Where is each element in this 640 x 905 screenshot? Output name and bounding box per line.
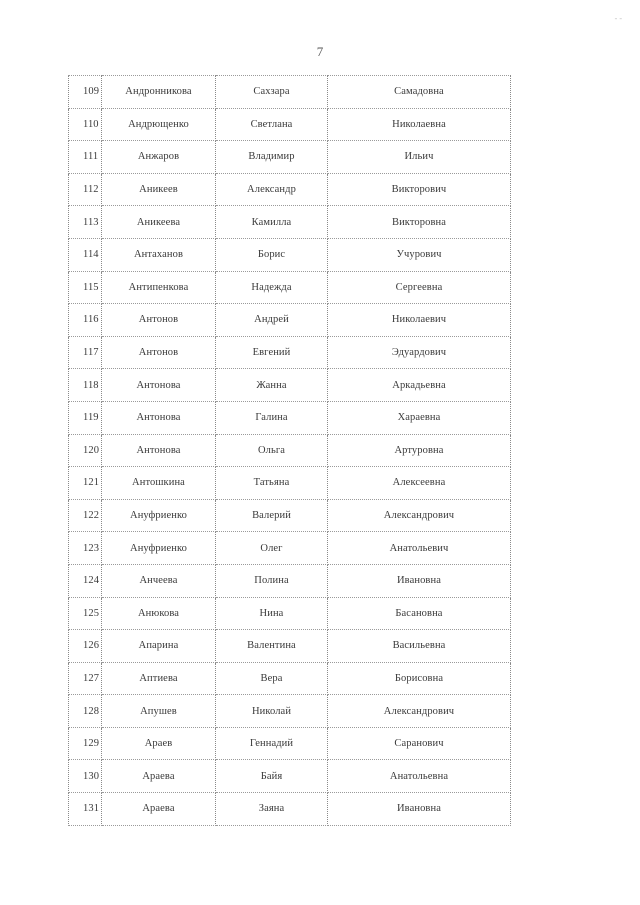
first-name-cell: Галина — [216, 401, 328, 434]
last-name-cell: Антаханов — [102, 238, 216, 271]
row-number-cell: 127 — [69, 662, 102, 695]
table-row — [69, 238, 511, 271]
last-name-cell: Ануфриенко — [102, 532, 216, 565]
first-name-cell: Байя — [216, 760, 328, 793]
patronymic-cell: Хараевна — [328, 401, 511, 434]
row-number-cell: 111 — [69, 141, 102, 174]
last-name-cell: Ануфриенко — [102, 499, 216, 532]
table-row — [69, 499, 511, 532]
row-number-cell: 119 — [69, 401, 102, 434]
row-number-cell: 114 — [69, 238, 102, 271]
table-row — [69, 108, 511, 141]
first-name-cell: Геннадий — [216, 727, 328, 760]
last-name-cell: Аникеев — [102, 173, 216, 206]
patronymic-cell: Артуровна — [328, 434, 511, 467]
last-name-cell: Антонова — [102, 401, 216, 434]
row-number-cell: 128 — [69, 695, 102, 728]
first-name-cell: Жанна — [216, 369, 328, 402]
last-name-cell: Араева — [102, 760, 216, 793]
first-name-cell: Надежда — [216, 271, 328, 304]
table-row — [69, 369, 511, 402]
first-name-cell: Евгений — [216, 336, 328, 369]
table-row — [69, 434, 511, 467]
row-number-cell: 130 — [69, 760, 102, 793]
first-name-cell: Вера — [216, 662, 328, 695]
row-number-cell: 115 — [69, 271, 102, 304]
first-name-cell: Нина — [216, 597, 328, 630]
row-number-cell: 124 — [69, 564, 102, 597]
row-number-cell: 120 — [69, 434, 102, 467]
patronymic-cell: Александрович — [328, 695, 511, 728]
last-name-cell: Антонов — [102, 336, 216, 369]
row-number-cell: 121 — [69, 467, 102, 500]
table-row — [69, 727, 511, 760]
table-row — [69, 76, 511, 109]
last-name-cell: Анюкова — [102, 597, 216, 630]
first-name-cell: Борис — [216, 238, 328, 271]
row-number-cell: 109 — [69, 76, 102, 109]
row-number-cell: 129 — [69, 727, 102, 760]
patronymic-cell: Викторовна — [328, 206, 511, 239]
row-number-cell: 112 — [69, 173, 102, 206]
row-number-cell: 131 — [69, 793, 102, 826]
last-name-cell: Аникеева — [102, 206, 216, 239]
row-number-cell: 123 — [69, 532, 102, 565]
patronymic-cell: Борисовна — [328, 662, 511, 695]
first-name-cell: Александр — [216, 173, 328, 206]
table-row — [69, 662, 511, 695]
patronymic-cell: Анатольевич — [328, 532, 511, 565]
row-number-cell: 118 — [69, 369, 102, 402]
last-name-cell: Андронникова — [102, 76, 216, 109]
table-row — [69, 630, 511, 663]
first-name-cell: Валентина — [216, 630, 328, 663]
table-row — [69, 695, 511, 728]
patronymic-cell: Басановна — [328, 597, 511, 630]
row-number-cell: 125 — [69, 597, 102, 630]
table-row — [69, 467, 511, 500]
first-name-cell: Николай — [216, 695, 328, 728]
table-row — [69, 532, 511, 565]
patronymic-cell: Николаевна — [328, 108, 511, 141]
patronymic-cell: Николаевич — [328, 304, 511, 337]
first-name-cell: Андрей — [216, 304, 328, 337]
last-name-cell: Анчеева — [102, 564, 216, 597]
last-name-cell: Антонова — [102, 434, 216, 467]
patronymic-cell: Алексеевна — [328, 467, 511, 500]
last-name-cell: Андрющенко — [102, 108, 216, 141]
table-row — [69, 304, 511, 337]
first-name-cell: Валерий — [216, 499, 328, 532]
table-row — [69, 597, 511, 630]
scan-artifact-mark: - - — [614, 14, 622, 23]
row-number-cell: 113 — [69, 206, 102, 239]
row-number-cell: 117 — [69, 336, 102, 369]
page-number: 7 — [316, 44, 324, 59]
patronymic-cell: Сергеевна — [328, 271, 511, 304]
patronymic-cell: Саранович — [328, 727, 511, 760]
first-name-cell: Ольга — [216, 434, 328, 467]
table-row — [69, 401, 511, 434]
last-name-cell: Анжаров — [102, 141, 216, 174]
row-number-cell: 126 — [69, 630, 102, 663]
patronymic-cell: Учурович — [328, 238, 511, 271]
table-row — [69, 760, 511, 793]
last-name-cell: Антипенкова — [102, 271, 216, 304]
last-name-cell: Антонов — [102, 304, 216, 337]
last-name-cell: Араева — [102, 793, 216, 826]
patronymic-cell: Самадовна — [328, 76, 511, 109]
first-name-cell: Камилла — [216, 206, 328, 239]
row-number-cell: 122 — [69, 499, 102, 532]
table-row — [69, 206, 511, 239]
patronymic-cell: Александрович — [328, 499, 511, 532]
patronymic-cell: Ивановна — [328, 793, 511, 826]
patronymic-cell: Эдуардович — [328, 336, 511, 369]
patronymic-cell: Анатольевна — [328, 760, 511, 793]
row-number-cell: 116 — [69, 304, 102, 337]
patronymic-cell: Аркадьевна — [328, 369, 511, 402]
table-row — [69, 271, 511, 304]
name-roster-table — [68, 75, 511, 826]
first-name-cell: Полина — [216, 564, 328, 597]
first-name-cell: Олег — [216, 532, 328, 565]
patronymic-cell: Васильевна — [328, 630, 511, 663]
table-row — [69, 336, 511, 369]
first-name-cell: Татьяна — [216, 467, 328, 500]
last-name-cell: Араев — [102, 727, 216, 760]
patronymic-cell: Ивановна — [328, 564, 511, 597]
last-name-cell: Апушев — [102, 695, 216, 728]
last-name-cell: Антошкина — [102, 467, 216, 500]
last-name-cell: Антонова — [102, 369, 216, 402]
patronymic-cell: Викторович — [328, 173, 511, 206]
last-name-cell: Аптиева — [102, 662, 216, 695]
roster-body — [69, 76, 511, 826]
table-row — [69, 141, 511, 174]
first-name-cell: Сахзара — [216, 76, 328, 109]
table-row — [69, 173, 511, 206]
table-row — [69, 793, 511, 826]
patronymic-cell: Ильич — [328, 141, 511, 174]
first-name-cell: Владимир — [216, 141, 328, 174]
table-row — [69, 564, 511, 597]
first-name-cell: Заяна — [216, 793, 328, 826]
first-name-cell: Светлана — [216, 108, 328, 141]
row-number-cell: 110 — [69, 108, 102, 141]
last-name-cell: Апарина — [102, 630, 216, 663]
